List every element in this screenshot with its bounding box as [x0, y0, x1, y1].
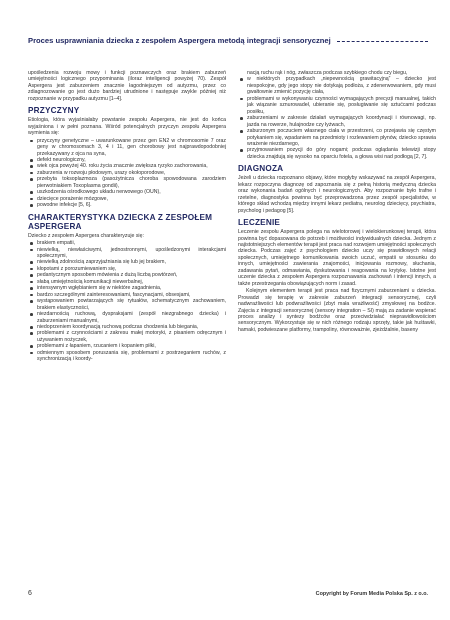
right-column	[238, 70, 436, 365]
list-item: niewielką, niewłaściwymi, jednostronnymi, upośledzonymi interakcjami społecznymi,	[28, 247, 226, 260]
bullet-icon	[30, 274, 33, 277]
bullet-icon	[30, 242, 33, 245]
page-number: 6	[28, 590, 32, 597]
bullet-icon	[30, 261, 33, 264]
bullet-icon	[30, 198, 33, 201]
list-item: uszkodzenia ośrodkowego układu nerwowego (OUN),	[28, 189, 226, 195]
characteristics-heading: CHARAKTERYSTYKA DZIECKA Z ZESPOŁEM ASPERGERA	[28, 212, 213, 231]
list-item: w niektórych przypadkach „niepewnością grawitacyjną” – dziecko jest niespokojne, gdy jego stopy nie dotykają podłoża, z zdenerwowaniem, gdy musi gwałtownie zmienić pozycję ciała,	[238, 76, 436, 95]
bullet-icon	[240, 149, 243, 152]
bullet-icon	[30, 332, 33, 335]
bullet-icon	[30, 300, 33, 303]
bullet-icon	[240, 98, 243, 101]
list-item: problemami w wykonywaniu czynności wymagających precyzji manualnej, takich jak wiązanie sznurowadeł, ubieranie się, posługiwanie się sztućcami podczas posiłku,	[238, 96, 436, 115]
list-item: problemami z czynnościami z zakresu małej motoryki, z pisaniem odręcznym i używaniem nożyczek,	[28, 330, 226, 343]
bullet-icon	[30, 159, 33, 162]
bullet-icon	[30, 345, 33, 348]
list-item: przebyta toksoplazmoza (pasożytnicza choroba spowodowana zarodziem pierwotniakiem Toxoplasma gondii),	[28, 176, 226, 189]
list-item: kłopotami z porozumiewaniem się,	[28, 266, 226, 272]
bullet-icon	[30, 268, 33, 271]
list-item: brakiem empatii,	[28, 240, 226, 246]
causes-list	[28, 138, 226, 209]
list-item: pedantycznym sposobem mówienia z dużą liczbą powtórzeń,	[28, 272, 226, 278]
bullet-icon	[30, 191, 33, 194]
bullet-icon	[30, 281, 33, 284]
treatment-paragraph-2: Kolejnym elementem terapii jest praca nad fizycznymi zaburzeniami u dziecka. Prowadzi się terapię w zakresie zaburzeń integracji sensorycznej, czyli nadwrażliwości lub podwrażliwości (zbyt mała wrażliwość) zmysłowej na bodźce. Zajęcia z integracji sensorycznej (sensory integration – SI) mają za zadanie wspierać proces analizy i syntezy bodźców oraz przeciwdziałać nieprawidłowościom sensorycznym. Wykorzystuje się w nich różnego rodzaju sprzęty, takie jak huśtawki, hamaki, podwieszane platformy, trampoliny, równoważnie, zjeżdżalnie, baseny	[238, 288, 436, 333]
list-item: zaburzonym poczuciem własnego ciała w przestrzeni, co przejawia się częstym potykaniem się, wpadaniem na przedmioty i rozlewaniem płynów, dziecko sprawia wrażenie niezdarnego,	[238, 128, 436, 147]
two-column-body	[28, 70, 436, 365]
intro-paragraph: upośledzenia rozwoju mowy i funkcji poznawczych oraz brakiem zaburzeń umiejętności logicznego przypominania (iloraz inteligencji powyżej 70). Zespół Aspergera jest zaburzeniem znacznie łagodniejszym od autyzmu, przez co zdiagnozowanie go jest dużo bardziej utrudnione i następuje zwykle później niż rozpoznanie w przypadku autyzmu [1–4].	[28, 70, 226, 102]
list-item: problemami z łapaniem, rzucaniem i kopaniem piłki,	[28, 343, 226, 349]
bullet-icon	[30, 165, 33, 168]
bullet-icon	[30, 326, 33, 329]
copyright-notice: Copyright by Forum Media Polska Sp. z o.o.	[315, 590, 428, 597]
list-item: wystąpowaniem powtarzających się rytuałów, schematycznym zachowaniem, brakiem elastyczności,	[28, 298, 226, 311]
list-item: niewielką zdolnością zaprzyjaźniania się lub jej brakiem,	[28, 259, 226, 265]
causes-intro: Etiologia, która wyjaśniałaby powstanie zespołu Aspergera, nie jest do końca wyjaśniona i w pełni poznana. Wśród potencjalnych przyczyn zespołu Aspergera wymienia się:	[28, 117, 226, 137]
list-item: niedoprzeniem koordynacją ruchową podczas chodzenia lub biegania,	[28, 324, 226, 330]
treatment-heading: LECZENIE	[238, 218, 281, 228]
list-item: przyczyny genetyczne – uwarunkowane przez gen EN2 w chromosomie 7 oraz geny w chromosomach 3, 4 i 11, gen chorobowy jest najprawdopodobniej przekazywany z ojca na syna,	[28, 138, 226, 157]
list-item: powodne infekcje [5, 6].	[28, 202, 226, 208]
bullet-icon	[30, 249, 33, 252]
causes-heading: PRZYCZYNY	[28, 106, 80, 116]
list-item: bardzo szczególnymi zainteresowaniami, fascynacjami, obsesjami,	[28, 292, 226, 298]
bullet-icon	[240, 78, 243, 81]
bullet-icon	[30, 140, 33, 143]
page-footer	[28, 590, 428, 597]
bullet-icon	[240, 117, 243, 120]
bullet-icon	[30, 204, 33, 207]
bullet-icon	[30, 287, 33, 290]
list-item: dziecięce porażenie mózgowe,	[28, 196, 226, 202]
diagnosis-paragraph: Jeżeli u dziecka rozpoznano objawy, które mogłyby wskazywać na zespół Aspergera, lekarz rozpoczyna diagnozę od zapoznania się z pełną historią medyczną dziecka oraz wykonania badań ogólnych i neurologicznych. Aby rozpoznanie było trafne i rzetelne, diagnostyka powinna być przeprowadzona przez zespół specjalistów, w którego skład wchodzą między innymi lekarz pediatra, neurolog dziecięcy, psychiatra, psycholog i pedagog [5].	[238, 175, 436, 214]
bullet-icon	[30, 352, 33, 355]
left-column	[28, 70, 226, 365]
list-item: defekt neurologiczny,	[28, 157, 226, 163]
bullet-icon	[30, 178, 33, 181]
treatment-paragraph-1: Leczenie zespołu Aspergera polega na wielotorowej i wielokierunkowej terapii, która powinna być dopasowana do potrzeb i możliwości indywidualnych dziecka. Jednym z najistotniejszych elementów terapii jest praca nad rozwojem umiejętności społecznych dziecka. Podczas zajęć z psychologiem dziecko uczy się prawidłowych relacji społecznych, umiejętnego komunikowania swoich uczuć, empatii w stosunku do innych, umiejętności zawierania znajomości, inicjowania rozmowy, słuchania, zadawania pytań, odmawiania, dyskutowania i reagowania na krytykę. Istotne jest uczenie dziecka z zespołem Aspergera rozpoznawania zachowań i intencji innych, a także przestrzegania obowiązujących norm i zasad.	[238, 229, 436, 287]
characteristics-intro: Dziecko z zespołem Aspergera charakteryzuje się:	[28, 232, 144, 239]
bullet-icon	[30, 294, 33, 297]
bullet-icon	[30, 172, 33, 175]
list-item: słabą umiejętnością komunikacji niewerbalnej,	[28, 279, 226, 285]
list-item: wiek ojca powyżej 40. roku życia znacznie zwiększa ryzyko zachorowania,	[28, 163, 226, 169]
list-item-continuation: nacją ruchu rąk i nóg, zwłaszcza podczas szybkiego chodu czy biegu,	[247, 70, 408, 76]
list-item: odmiennym sposobem poruszania się, problemami z postrzeganiem ruchów, z synchronizacją i koordy-	[28, 350, 226, 363]
header-title: Proces usprawniania dziecka z zespołem Aspergera metodą integracji sensorycznej	[28, 36, 331, 45]
bullet-icon	[240, 130, 243, 133]
continued-characteristics-list	[238, 70, 436, 160]
diagnosis-heading: DIAGNOZA	[238, 164, 284, 174]
list-item: zaburzeniami w zakresie działań wymagających koordynacji i równowagi, np. jazda na rowerze, hulajnodze czy łyżwach,	[238, 115, 436, 128]
bullet-icon	[30, 313, 33, 316]
header-dashed-rule	[337, 41, 428, 42]
running-header	[28, 36, 428, 45]
list-item: niezdarnością ruchową, dyspraksjami (zespół niezgrabnego dziecka) i zaburzeniami manualnymi,	[28, 311, 226, 324]
list-item: przyjmowaniem pozycji do góry nogami; podczas oglądania telewizji stopy dziecka znajdują się wysoko na oparciu fotela, a głowa wisi nad podłogą [2, 7].	[238, 147, 436, 160]
list-item: zaburzenia w rozwoju płodowym, urazy okołoporodowe,	[28, 170, 226, 176]
characteristics-list	[28, 240, 226, 363]
list-item: intensywnym wgłębianiem się w niektóre zagadnienia,	[28, 285, 226, 291]
